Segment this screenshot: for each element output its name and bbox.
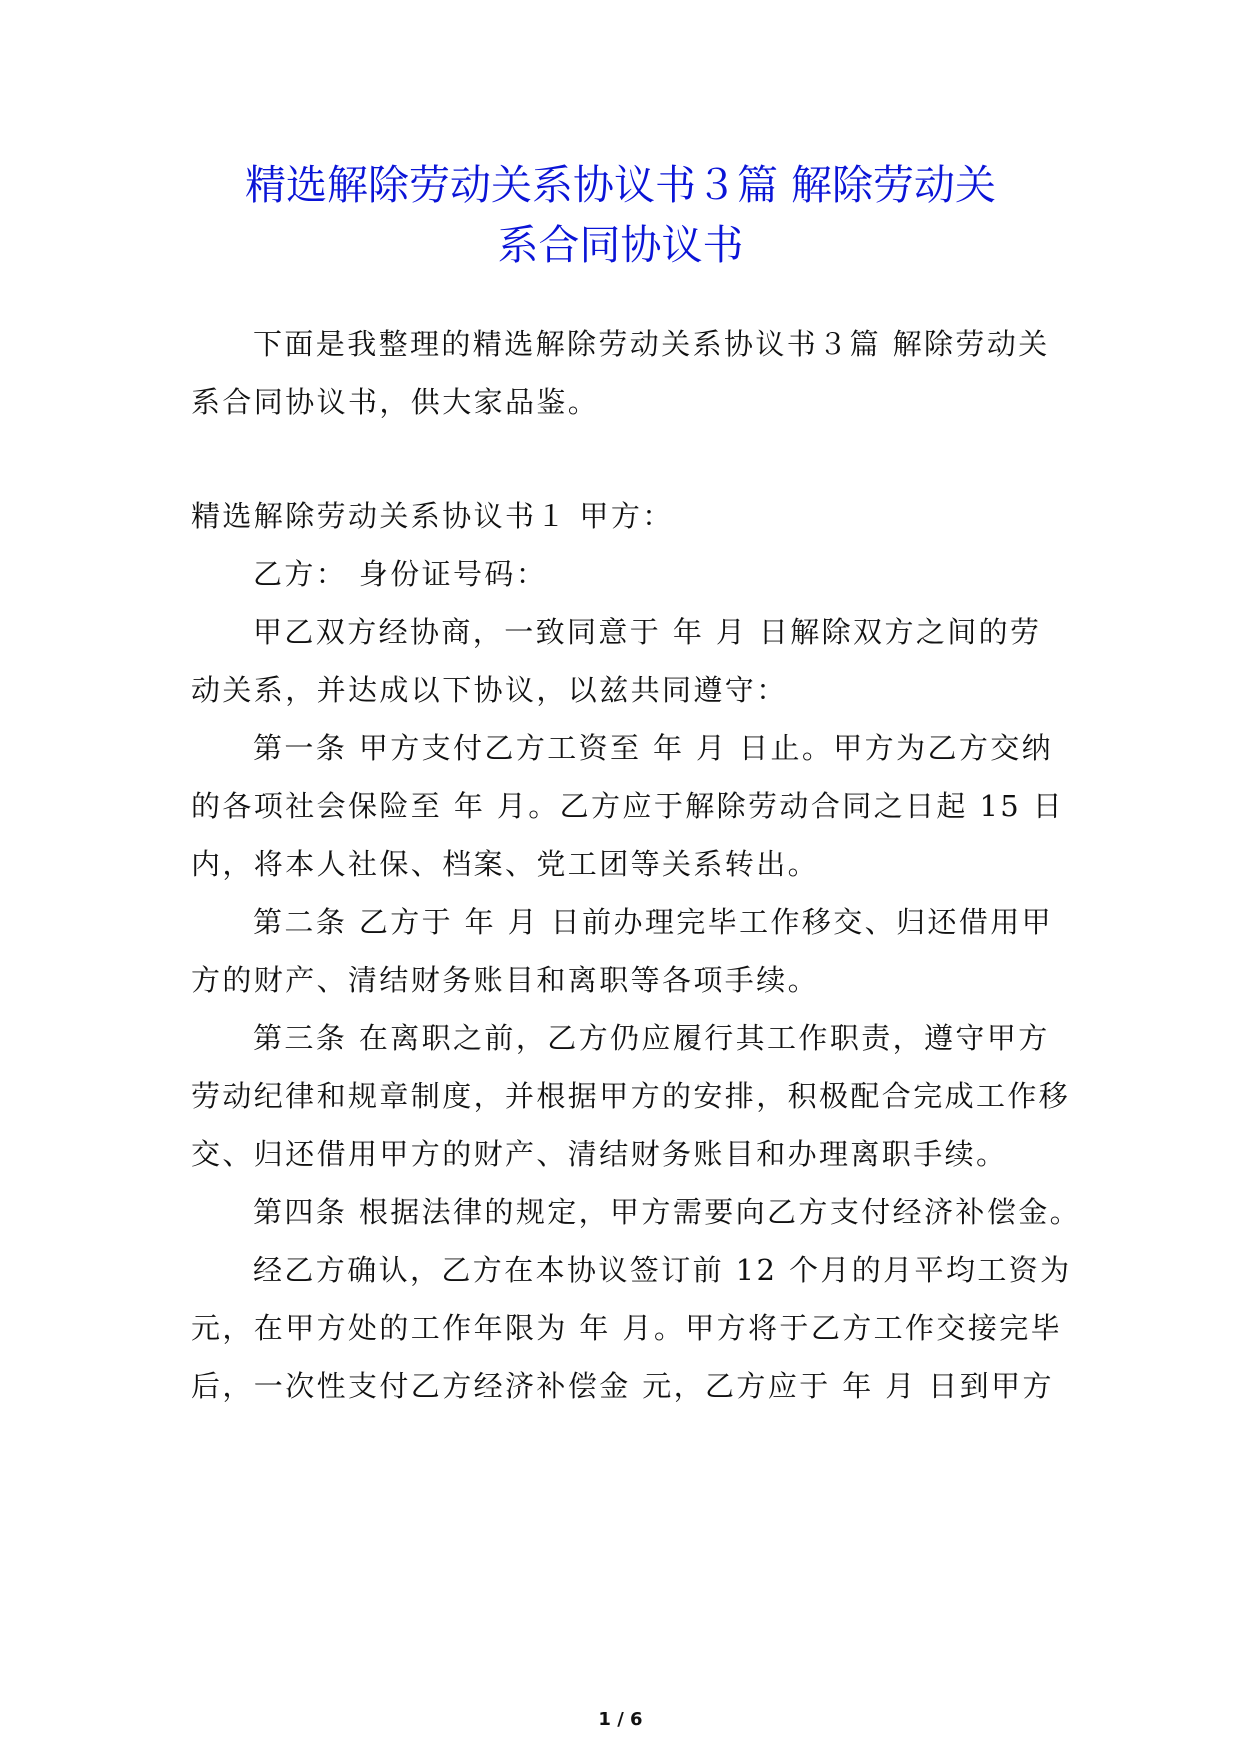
paragraph-line: 经乙方确认，乙方在本协议签订前 12 个月的月平均工资为 bbox=[253, 1253, 1072, 1287]
paragraph-line: 动关系，并达成以下协议，以兹共同遵守： bbox=[191, 673, 788, 707]
paragraph-line: 后，一次性支付乙方经济补偿金 元，乙方应于 年 月 日到甲方 bbox=[191, 1369, 1054, 1403]
document-title-line-1: 精选解除劳动关系协议书３篇 解除劳动关 bbox=[244, 161, 997, 209]
paragraph-line: 甲乙双方经协商，一致同意于 年 月 日解除双方之间的劳 bbox=[253, 615, 1042, 649]
paragraph-line: 劳动纪律和规章制度，并根据甲方的安排，积极配合完成工作移 bbox=[191, 1079, 1071, 1113]
paragraph-line: 第四条 根据法律的规定，甲方需要向乙方支付经济补偿金。 bbox=[253, 1195, 1082, 1229]
section-heading-line: 精选解除劳动关系协议书１ 甲方： bbox=[191, 499, 674, 533]
document-title-line-2: 系合同协议书 bbox=[497, 221, 744, 269]
paragraph-line: 的各项社会保险至 年 月。乙方应于解除劳动合同之日起 15 日 bbox=[191, 789, 1065, 823]
paragraph-line: 第二条 乙方于 年 月 日前办理完毕工作移交、归还借用甲 bbox=[253, 905, 1054, 939]
paragraph-line: 乙方： 身份证号码： bbox=[253, 557, 548, 591]
paragraph-line: 下面是我整理的精选解除劳动关系协议书３篇 解除劳动关 bbox=[253, 327, 1050, 361]
paragraph-line: 第一条 甲方支付乙方工资至 年 月 日止。甲方为乙方交纳 bbox=[253, 731, 1054, 765]
paragraph-line: 元，在甲方处的工作年限为 年 月。甲方将于乙方工作交接完毕 bbox=[191, 1311, 1063, 1345]
paragraph-line: 系合同协议书，供大家品鉴。 bbox=[191, 385, 600, 419]
page-number: 1 / 6 bbox=[598, 1709, 643, 1730]
paragraph-line: 内，将本人社保、档案、党工团等关系转出。 bbox=[191, 847, 820, 881]
paragraph-line: 交、归还借用甲方的财产、清结财务账目和办理离职手续。 bbox=[191, 1137, 1008, 1171]
paragraph-line: 方的财产、清结财务账目和离职等各项手续。 bbox=[191, 963, 820, 997]
paragraph-line: 第三条 在离职之前，乙方仍应履行其工作职责，遵守甲方 bbox=[253, 1021, 1050, 1055]
